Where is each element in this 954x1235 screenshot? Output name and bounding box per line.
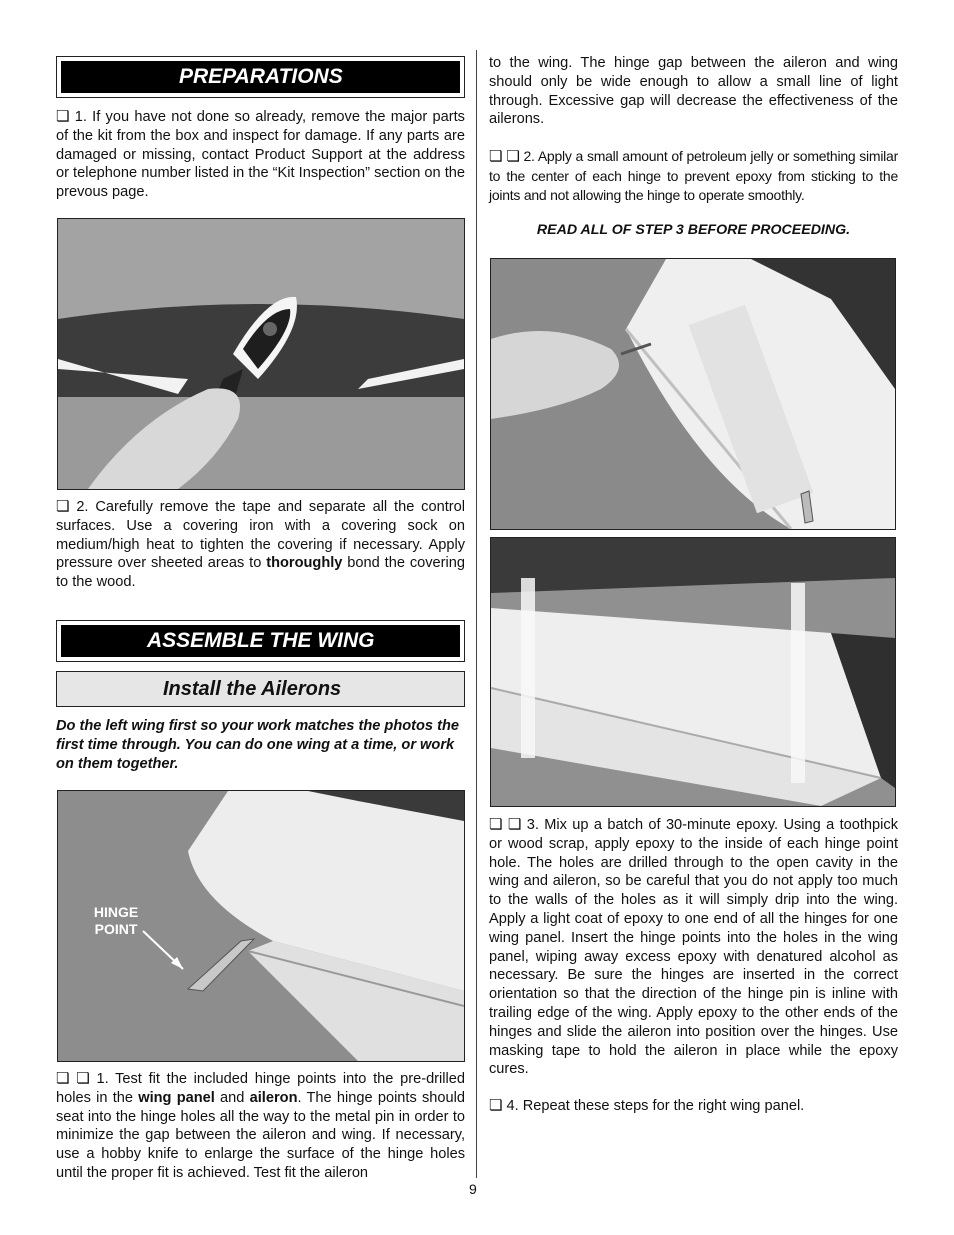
checkbox-icon[interactable]: ❏ ❏: [489, 148, 520, 165]
photo-inserting-hinge: [490, 258, 896, 530]
assemble-wing-title: ASSEMBLE THE WING: [61, 625, 460, 657]
aileron-step-3: ❏ ❏ 3. Mix up a batch of 30-minute epoxy. Using a toothpick or wood scrap, apply epoxy to the inside of each hinge point hole. The holes are drilled through to the open cavity in the wing and aileron, so be careful that you do not apply too much to the walls of the holes as it will simply drip into the wing. Apply a light coat of epoxy to one end of all the hinges for one wing panel. Insert the hinge points into the holes in the wing panel, wiping away excess epoxy with denatured alcohol as necessary. Be sure the hinges are inserted in the correct orientation so that the direction of the hinge pin is inline with trailing edge of the wing. Apply epoxy to the other ends of the hinges and slide the aileron into position over the hinges. Use masking tape to hold the aileron in place while the epoxy cures.: [489, 816, 899, 1078]
aileron-step-1: ❏ ❏ 1. Test fit the included hinge points into the pre-drilled holes in the wing panel and aileron. The hinge points should seat into the hinge holes all the way to the metal pin in order to minimize the gap between the aileron and wing. If necessary, use a hobby knife to enlarge the surface of the hinge holes until the proper fit is achieved. Test fit the aileron: [56, 1070, 466, 1181]
preparations-title: PREPARATIONS: [61, 61, 460, 93]
aileron-step-4: ❏ 4. Repeat these steps for the right wing panel.: [489, 1097, 805, 1114]
photo-hinge-point: [57, 790, 465, 1062]
checkbox-icon[interactable]: ❏: [489, 1097, 503, 1114]
photo-label-point: POINT: [94, 921, 138, 937]
checkbox-icon[interactable]: ❏ ❏: [56, 1070, 90, 1087]
intro-note: Do the left wing first so your work matches the photos the first time through. You can do one wing at a time, or work on them together.: [56, 718, 459, 772]
prep-step-2: ❏ 2. Carefully remove the tape and separate all the control surfaces. Use a covering iron with a covering sock on medium/high heat to tighten the covering if necessary. Apply pressure over sheeted areas to thoroughly bond the covering to the wood.: [56, 498, 465, 591]
photo-aileron-taped: [490, 537, 896, 807]
photo-covering-iron: [57, 218, 465, 490]
page-number: 9: [469, 1181, 477, 1197]
checkbox-icon[interactable]: ❏: [56, 498, 70, 515]
aileron-step-2: ❏ ❏ 2. Apply a small amount of petroleum jelly or something similar to the center of each hinge to prevent epoxy from sticking to the joints and not allowing the hinge to operate smoothly.: [489, 148, 898, 203]
prep-step-1: ❏ 1. If you have not done so already, remove the major parts of the kit from the box and inspect for damage. If any parts are damaged or missing, contact Product Support at the address or telephone number listed in the “Kit Inspection” section on the prevous page.: [56, 108, 465, 201]
continued-text: to the wing. The hinge gap between the aileron and wing should only be wide enough to allow a small line of light through. Excessive gap will decrease the effectiveness of the ailerons.: [489, 55, 898, 128]
photo-label-hinge: HINGE: [93, 904, 139, 920]
column-divider: [476, 50, 477, 1178]
checkbox-icon[interactable]: ❏ ❏: [489, 816, 522, 833]
read-step-3-note: READ ALL OF STEP 3 BEFORE PROCEEDING.: [536, 222, 851, 238]
install-ailerons-heading: Install the Ailerons: [56, 671, 465, 707]
assemble-wing-banner: [56, 620, 465, 662]
checkbox-icon[interactable]: ❏: [56, 108, 70, 125]
preparations-banner: [56, 56, 465, 98]
